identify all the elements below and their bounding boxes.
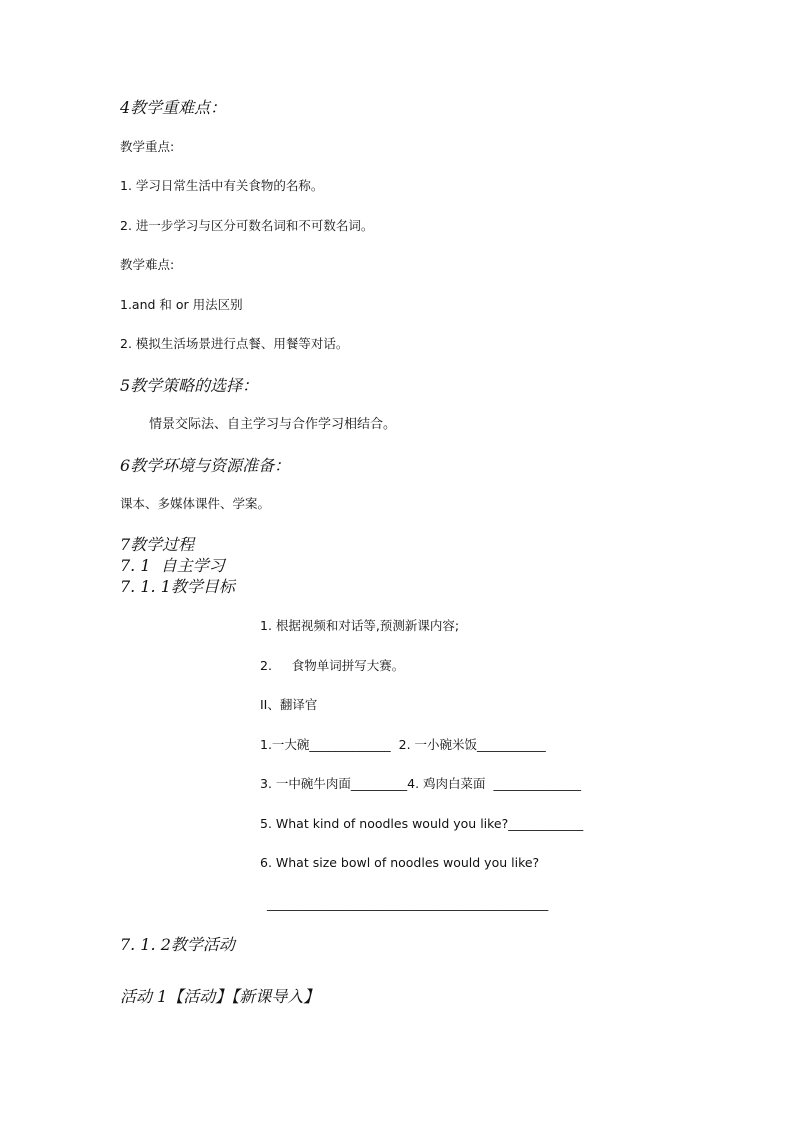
difficulty-label: 教学难点: — [120, 257, 175, 272]
difficulty-item: 1.and 和 or 用法区别 — [120, 297, 243, 312]
subsection-7-1: 7. 1 自主学习 — [120, 556, 225, 575]
section-7-heading: 7教学过程 — [120, 535, 195, 554]
goal-item: II、翻译官 — [260, 697, 318, 712]
focus-item: 2. 进一步学习与区分可数名词和不可数名词。 — [120, 218, 374, 233]
section-6-heading: 6教学环境与资源准备： — [120, 456, 291, 475]
subsection-7-1-2: 7. 1. 2教学活动 — [120, 935, 235, 954]
exercise-line: 1.一大碗_____________ 2. 一小碗米饭___________ — [260, 737, 546, 752]
subsection-7-1-1: 7. 1. 1教学目标 — [120, 577, 235, 596]
focus-item: 1. 学习日常生活中有关食物的名称。 — [120, 178, 324, 193]
exercise-line: 5. What kind of noodles would you like?____________ — [260, 816, 584, 831]
exercise-line: 6. What size bowl of noodles would you like? — [260, 855, 540, 870]
exercise-line: 3. 一中碗牛肉面_________4. 鸡肉白菜面 ______________ — [260, 776, 581, 791]
strategy-text: 情景交际法、自主学习与合作学习相结合。 — [149, 417, 397, 432]
focus-label: 教学重点: — [120, 139, 175, 154]
goal-item: 1. 根据视频和对话等,预测新课内容; — [260, 618, 460, 633]
resources-text: 课本、多媒体课件、学案。 — [120, 496, 271, 511]
section-5-heading: 5教学策略的选择： — [120, 376, 259, 395]
difficulty-item: 2. 模拟生活场景进行点餐、用餐等对话。 — [120, 336, 349, 351]
answer-blank-line: _____________________________________________ — [267, 896, 549, 911]
section-4-heading: 4教学重难点： — [120, 98, 227, 117]
goal-item: 2. 食物单词拼写大赛。 — [260, 658, 405, 673]
activity-1-heading: 活动 1【活动】【新课导入】 — [120, 987, 320, 1006]
